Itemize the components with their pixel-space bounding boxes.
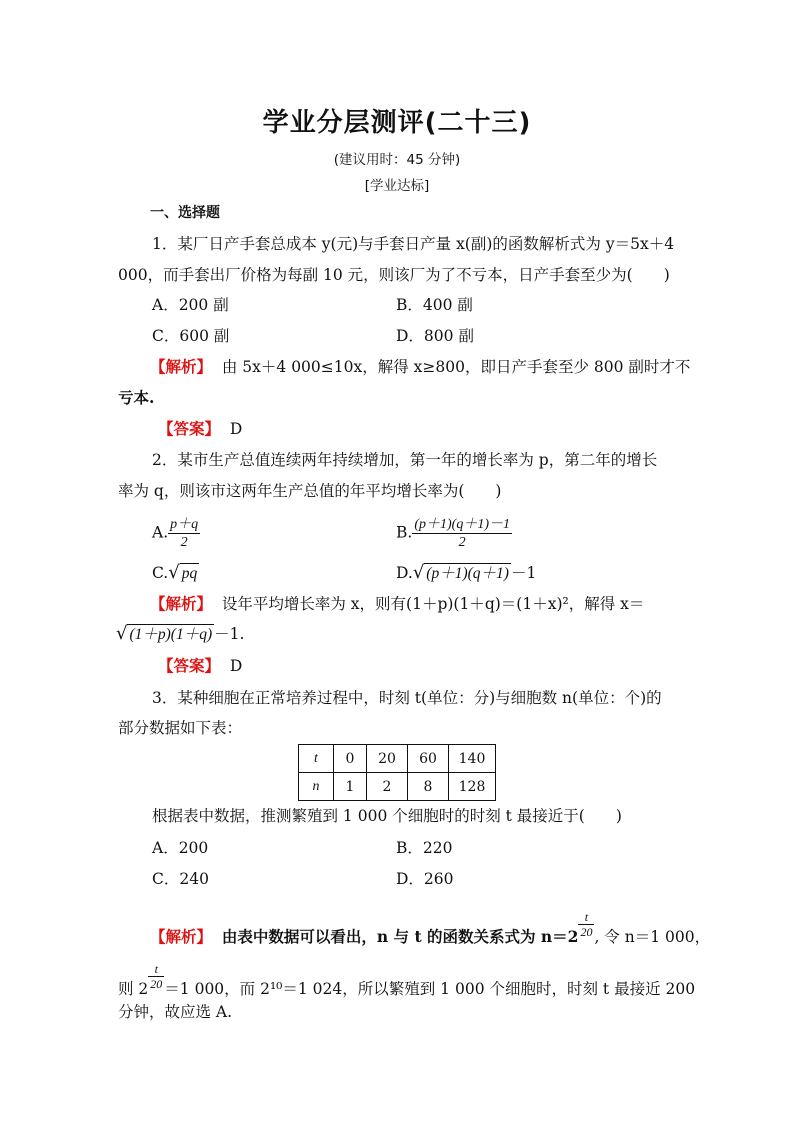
- q1-stem-line2: 000，而手套出厂价格为每副 10 元，则该厂为了不亏本，日产手套至少为( ): [118, 266, 670, 284]
- radical-icon: √: [116, 623, 128, 644]
- q2-stem-line1: 2．某市生产总值连续两年持续增加，第一年的增长率为 p，第二年的增长: [152, 451, 658, 469]
- q3-analysis-text-post: , 令 n＝1 000，: [594, 928, 711, 946]
- q3-exponent-den-2: 20: [150, 977, 163, 991]
- q2-option-b-num: (p＋1)(q＋1)－1: [414, 517, 510, 532]
- q3-question: 根据表中数据，推测繁殖到 1 000 个细胞时的时刻 t 最接近于( ): [152, 807, 622, 825]
- table-cell: t: [299, 745, 334, 773]
- q3-analysis-tag: 【解析】: [150, 928, 213, 946]
- q3-option-d: D．260: [396, 870, 454, 888]
- q1-option-b: B．400 副: [396, 296, 473, 314]
- q1-option-c: C．600 副: [152, 327, 230, 345]
- q2-option-a-label: A.: [152, 523, 169, 542]
- q1-stem-line1: 1．某厂日产手套总成本 y(元)与手套日产量 x(副)的函数解析式为 y＝5x＋4: [152, 235, 675, 253]
- q2-option-d: [396, 563, 536, 584]
- data-table: [298, 744, 496, 801]
- q2-analysis-line1: [150, 594, 644, 614]
- q2-option-b-fraction: [412, 516, 512, 551]
- q1-analysis-line2: 亏本.: [118, 388, 155, 407]
- table-cell: 0: [334, 745, 367, 773]
- q2-option-b-den: 2: [458, 535, 466, 550]
- q2-option-a-den: 2: [180, 535, 188, 550]
- q2-option-c-radicand: pq: [181, 565, 198, 582]
- q3-exponent-num-2: t: [148, 962, 164, 977]
- q2-option-b-label: B.: [396, 523, 413, 542]
- table-cell: 2: [367, 773, 408, 801]
- q3-analysis-line2-pre: 则 2: [118, 980, 149, 998]
- q2-stem-line2: 率为 q，则该市这两年生产总值的年平均增长率为( ): [118, 482, 502, 500]
- table-cell: 8: [408, 773, 449, 801]
- radical-icon: √: [168, 562, 180, 583]
- table-row: [299, 745, 496, 773]
- q2-analysis-tag: 【解析】: [150, 595, 213, 613]
- q2-option-a-fraction: [168, 516, 200, 551]
- page-title: 学业分层测评(二十三): [262, 108, 532, 138]
- q3-option-a: A．200: [152, 839, 209, 857]
- time-note: (建议用时：45 分钟): [333, 152, 461, 168]
- q2-analysis-line2: [116, 624, 244, 645]
- q2-answer: [158, 656, 242, 676]
- q3-option-b: B．220: [396, 839, 453, 857]
- q2-analysis-text: 设年平均增长率为 x，则有(1＋p)(1＋q)＝(1＋x)²，解得 x＝: [221, 595, 645, 613]
- q2-option-d-radicand: (p＋1)(q＋1): [426, 565, 509, 582]
- q2-option-d-label: D.: [396, 564, 413, 582]
- q3-analysis-line3: 分钟，故应选 A.: [118, 1003, 233, 1021]
- q2-option-c: [152, 563, 199, 584]
- q3-exponent-den: 20: [580, 925, 593, 939]
- section-tag: [学业达标]: [364, 178, 430, 194]
- q3-analysis-text: 由表中数据可以看出，n 与 t 的函数关系式为 n＝2: [221, 927, 579, 946]
- table-cell: 1: [334, 773, 367, 801]
- q3-analysis-line2: [118, 962, 695, 999]
- q1-answer-value: D: [229, 420, 243, 438]
- table-row: [299, 773, 496, 801]
- q3-stem-line2: 部分数据如下表：: [118, 719, 243, 737]
- q3-option-c: C．240: [152, 870, 209, 888]
- q1-answer-tag: 【答案】: [158, 420, 221, 438]
- q1-analysis-text: 由 5x＋4 000≤10x，解得 x≥800，即日产手套至少 800 副时才不: [221, 358, 691, 376]
- q3-analysis-line2-post: ＝1 000，而 2¹⁰＝1 024，所以繁殖到 1 000 个细胞时，时刻 t 最接近 200: [164, 980, 696, 998]
- table-cell: 60: [408, 745, 449, 773]
- q2-answer-value: D: [229, 657, 243, 675]
- table-cell: 140: [449, 745, 496, 773]
- q2-option-b: [396, 516, 512, 551]
- q3-exponent-num: t: [578, 910, 594, 925]
- q3-analysis-line1: [150, 910, 710, 947]
- q1-option-a: A．200 副: [152, 296, 229, 314]
- q1-analysis-line1: [150, 357, 690, 377]
- q2-option-d-tail: －1: [510, 564, 537, 582]
- table-cell: n: [299, 773, 334, 801]
- section-heading: 一、选择题: [150, 205, 220, 221]
- q1-answer: [158, 419, 242, 439]
- q1-analysis-tag: 【解析】: [150, 358, 213, 376]
- radical-icon: √: [412, 562, 425, 583]
- q2-option-c-label: C.: [152, 564, 169, 582]
- q2-answer-tag: 【答案】: [158, 657, 221, 675]
- q3-exponent-fraction-2: [148, 962, 164, 991]
- q2-analysis-tail: －1.: [214, 625, 245, 643]
- q2-option-a: [152, 516, 200, 551]
- q2-option-a-num: p＋q: [170, 517, 199, 532]
- q3-stem-line1: 3．某种细胞在正常培养过程中，时刻 t(单位：分)与细胞数 n(单位：个)的: [152, 689, 662, 707]
- q1-option-d: D．800 副: [396, 327, 474, 345]
- table-cell: 20: [367, 745, 408, 773]
- q2-analysis-radicand: (1＋p)(1＋q): [129, 626, 213, 643]
- q3-exponent-fraction: [578, 910, 594, 939]
- table-cell: 128: [449, 773, 496, 801]
